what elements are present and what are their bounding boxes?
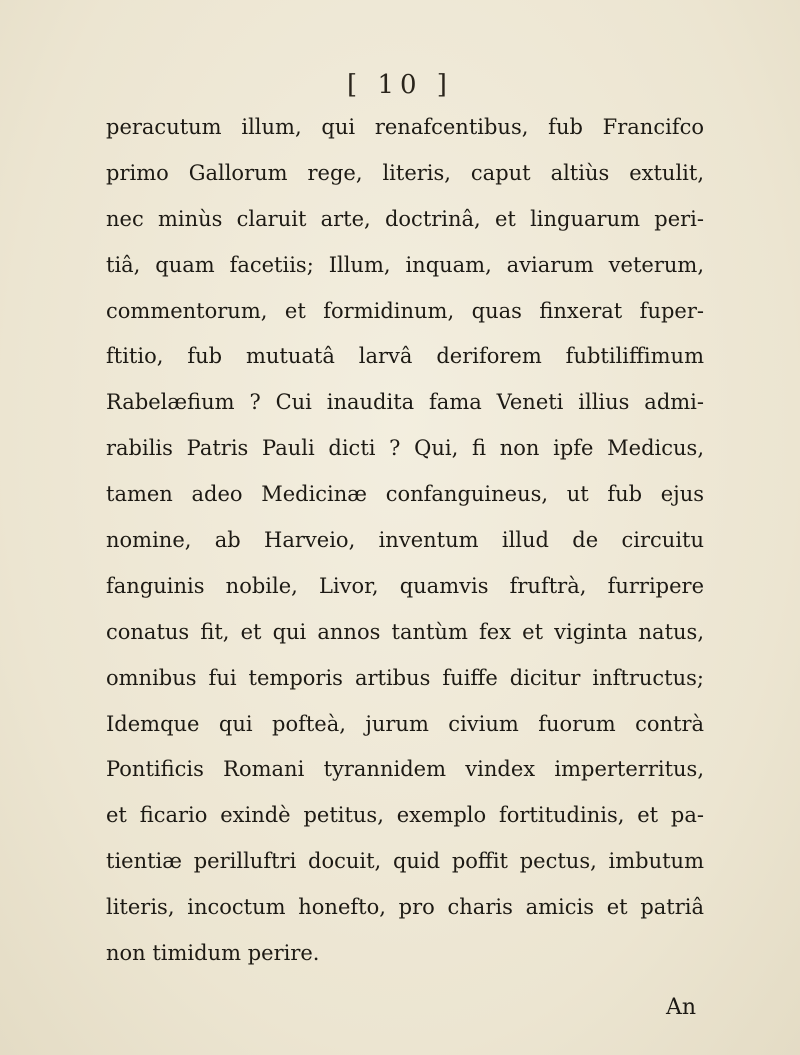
text-line: conatus fit, et qui annos tantùm fex et viginta natus, (106, 619, 704, 644)
body-text (106, 105, 704, 977)
catchword: An (665, 995, 696, 1020)
page-number: [ 10 ] (347, 70, 453, 100)
text-line: ftitio, fub mutuatâ larvâ deriforem fubtiliffimum (106, 344, 704, 369)
text-line: Idemque qui pofteà, jurum civium fuorum contrà (106, 711, 704, 736)
text-line: commentorum, et formidinum, quas finxerat fuper- (106, 298, 704, 323)
text-line: nomine, ab Harveio, inventum illud de circuitu (106, 528, 704, 553)
text-line: literis, incoctum honefto, pro charis amicis et patriâ (106, 895, 704, 920)
text-line: peracutum illum, qui renafcentibus, fub Francifco (106, 115, 704, 139)
text-line: Rabelæfium ? Cui inaudita fama Veneti illius admi- (106, 390, 704, 415)
text-line: omnibus fui temporis artibus fuiffe dicitur inftructus; (106, 665, 704, 690)
text-line: primo Gallorum rege, literis, caput altiùs extulit, (106, 160, 704, 185)
text-line: tiâ, quam facetiis; Illum, inquam, aviarum veterum, (106, 252, 704, 277)
text-line: tamen adeo Medicinæ confanguineus, ut fub ejus (106, 482, 704, 507)
text-line: Pontificis Romani tyrannidem vindex imperterritus, (106, 757, 704, 782)
text-line: non timidum perire. (106, 941, 320, 966)
text-line: et ficario exindè petitus, exemplo fortitudinis, et pa- (106, 803, 704, 828)
text-line: rabilis Patris Pauli dicti ? Qui, fi non ipfe Medicus, (106, 436, 704, 461)
text-line: fanguinis nobile, Livor, quamvis fruftrà, furripere (106, 573, 704, 598)
text-line: nec minùs claruit arte, doctrinâ, et linguarum peri- (106, 206, 704, 231)
text-line: tientiæ perilluftri docuit, quid poffit pectus, imbutum (106, 849, 704, 874)
